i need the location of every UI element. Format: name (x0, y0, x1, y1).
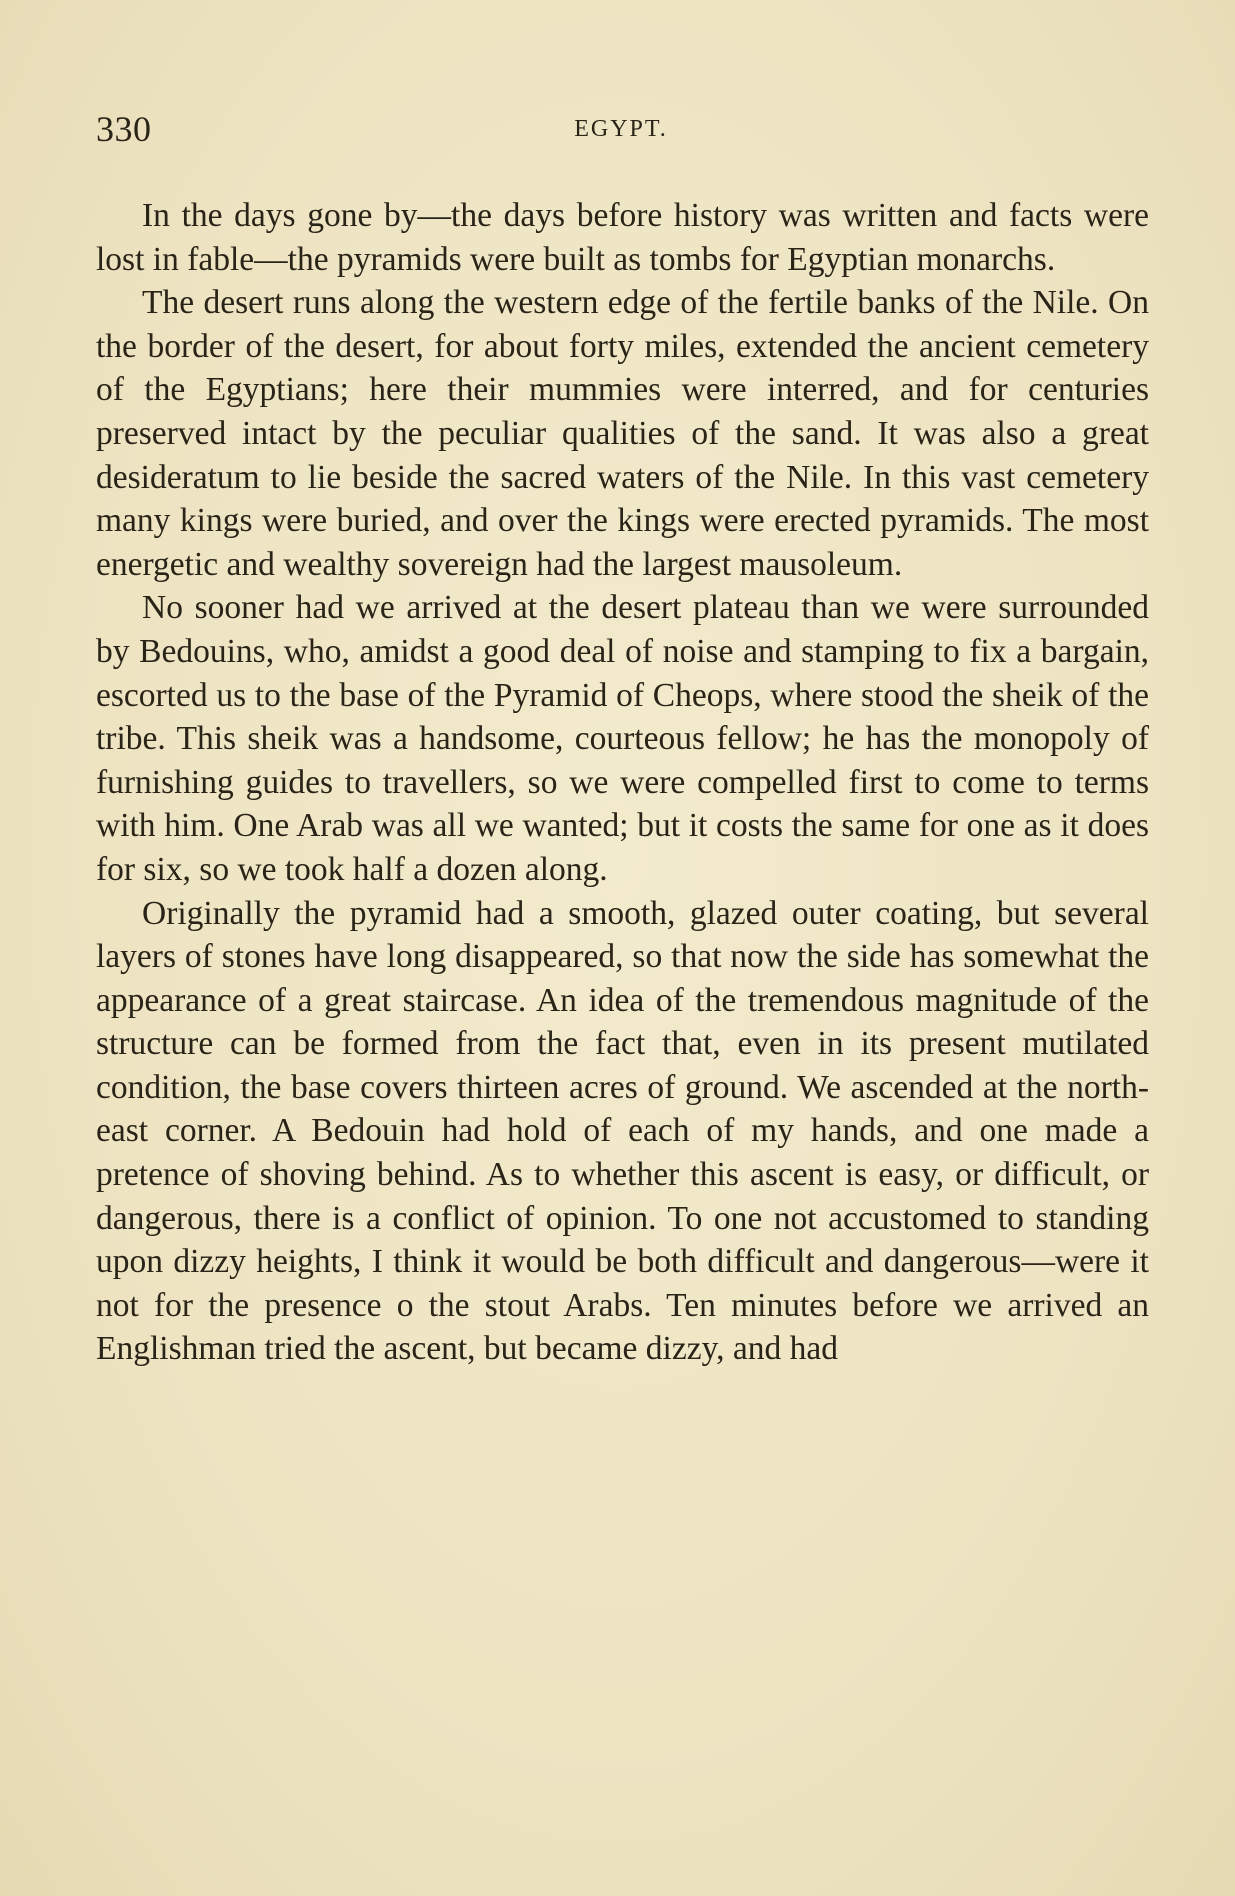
page-number: 330 (96, 109, 152, 149)
paragraph-1: In the days gone by—the days before history was written and facts were lost in fable—the pyramids were built as tombs for Egyptian monarchs. (96, 197, 1149, 278)
page-header (96, 108, 1146, 158)
body-text (96, 194, 1149, 1371)
paragraph-2: The desert runs along the western edge of the fertile banks of the Nile. On the border of the desert, for about forty miles, extended the ancient cemetery of the Egyptians; here their mummies were interred, and for centuries preserved intact by the peculiar qualities of the sand. It was also a great desideratum to lie beside the sacred waters of the Nile. In this vast cemetery many kings were buried, and over the kings were erected pyramids. The most energetic and wealthy sovereign had the largest mausoleum. (96, 284, 1149, 583)
running-head: EGYPT. (574, 116, 668, 142)
paragraph-3: No sooner had we arrived at the desert plateau than we were surrounded by Bedouins, who, amidst a good deal of noise and stamping to fix a bargain, escorted us to the base of the Pyramid of Cheops, where stood the sheik of the tribe. This sheik was a handsome, courteous fellow; he has the monopoly of furnishing guides to travellers, so we were compelled first to come to terms with him. One Arab was all we wanted; but it costs the same for one as it does for six, so we took half a dozen along. (96, 589, 1149, 888)
paragraph-4: Originally the pyramid had a smooth, glazed outer coating, but several layers of stones have long disappeared, so that now the side has somewhat the appearance of a great staircase. An idea of the tremendous magnitude of the structure can be formed from the fact that, even in its present mutilated condition, the base covers thirteen acres of ground. We ascended at the north-east corner. A Bedouin had hold of each of my hands, and one made a pretence of shoving behind. As to whether this ascent is easy, or difficult, or dangerous, there is a conflict of opinion. To one not accustomed to standing upon dizzy heights, I think it would be both difficult and dangerous—were it not for the presence o the stout Arabs. Ten minutes before we arrived an Englishman tried the ascent, but became dizzy, and had (96, 894, 1149, 1368)
